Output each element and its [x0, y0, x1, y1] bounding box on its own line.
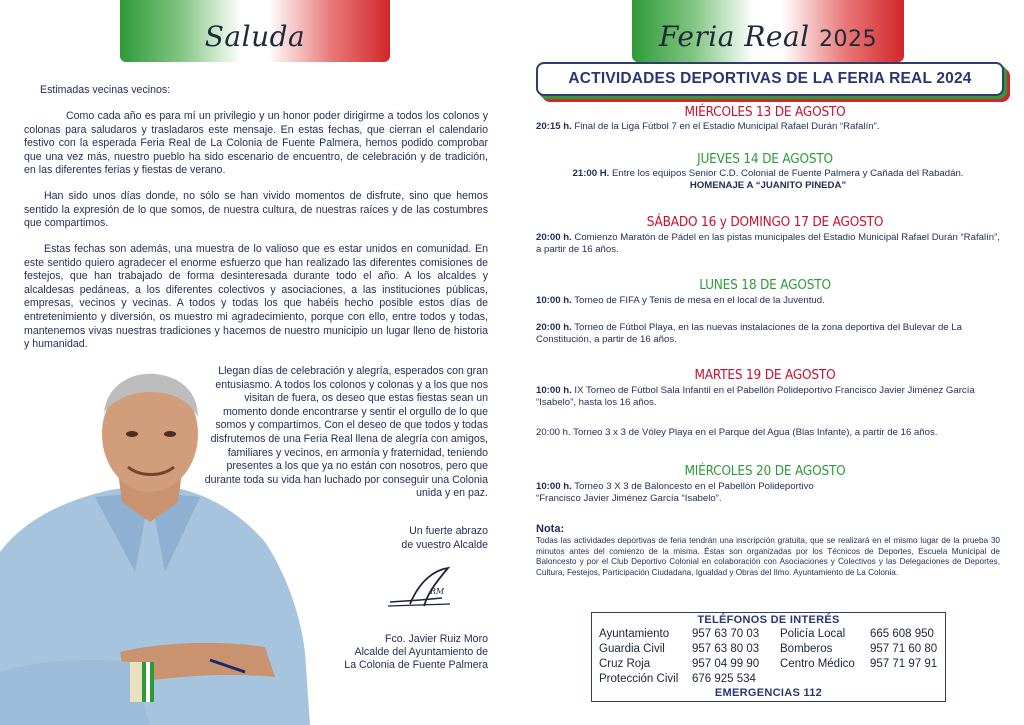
phone-number[interactable]: 957 63 80 03: [692, 643, 760, 655]
day-title-tue-19: MARTES 19 DE AGOSTO: [694, 367, 836, 383]
closing-line-1: Un fuerte abrazo: [409, 525, 488, 537]
event-text: Final de la Liga Fútbol 7 en el Estadio Municipal Rafael Durán “Rafalín”.: [571, 121, 880, 132]
phone-name: Guardia Civil: [599, 643, 665, 655]
event-mon-18-a: [536, 295, 1000, 307]
letter-paragraph-2: [24, 190, 488, 231]
mayor-role-1: Alcalde del Ayuntamiento de: [354, 646, 488, 658]
paragraph-1-text: Como cada año es para mí un privilegio y un honor poder dirigirme a todos los colonos y colonas para saludaros y trasladaros este mensaje. En estas fechas, que cierran el calendario festivo con la esperada Feria Real de La Colonia de Fuente Palmera, hemos podido comprobar que una vez más, nuestro pueblo ha sido escenario de encuentro, de celebración y de tradición, en las diferentes ferias y fiestas de verano.: [24, 110, 488, 177]
event-text: Torneo 3 X 3 de Baloncesto en el Pabellón Polideportivo: [571, 481, 814, 492]
event-tue-19-b: [536, 427, 1000, 439]
phone-name: Ayuntamiento: [599, 628, 670, 640]
note-title: Nota:: [536, 523, 565, 535]
activities-heading: ACTIVIDADES DEPORTIVAS DE LA FERIA REAL 2024: [536, 62, 1004, 96]
greeting-text: Estimadas vecinas vecinos:: [40, 84, 171, 96]
event-text: Torneo de FIFA y Tenis de mesa en el local de la Juventud.: [571, 295, 825, 306]
event-time: 20:00 h.: [536, 232, 572, 243]
paragraph-3-text: Estas fechas son además, una muestra de lo valioso que es estar unidos en comunidad. En este sentido quiero agradecer el enorme esfuerzo que han realizado las diferentes comisiones de festejos, que han trabajado de forma desinteresada durante todo el año. A los alcaldes y alcaldesas pedáneas, a los diferentes colectivos y asociaciones, a las instituciones públicas, empresas, vecinos y vecinas. A todos y todas los que habéis hecho posible estos días de entretenimiento y diversión, os muestro mi agradecimiento, porque con ello, entre todos y todas, mantenemos vivas nuestras tradiciones y hacemos de nuestro municipio un lugar lleno de historia y humanidad.: [24, 243, 488, 351]
right-banner-year: 2025: [819, 27, 878, 52]
mayor-portrait: [0, 372, 320, 725]
event-time: 10:00 h.: [536, 385, 572, 396]
phone-number[interactable]: 957 71 60 80: [870, 643, 938, 655]
letter-closing: [300, 525, 488, 552]
event-time: 20:00 h.: [536, 322, 572, 333]
mayor-signature-block: [300, 633, 488, 672]
phone-number[interactable]: 957 71 97 91: [870, 658, 938, 670]
right-banner: [632, 0, 904, 62]
letter-paragraph-1: [24, 110, 488, 178]
mayor-name: Fco. Javier Ruiz Moro: [384, 633, 488, 645]
event-wed-20: [536, 481, 1000, 506]
event-mon-18-b: [536, 322, 1000, 347]
phone-name: Policía Local: [780, 628, 846, 640]
signature-image: [380, 560, 470, 615]
event-time: 20:15 h.: [536, 121, 572, 132]
event-text: Torneo de Fútbol Playa, en las nuevas instalaciones de la zona deportiva del Bulevar de La Constitución, a partir de 16 años.: [536, 322, 962, 346]
phone-number[interactable]: 957 63 70 03: [692, 628, 760, 640]
left-banner: [120, 0, 390, 62]
signature-initials: RM: [430, 587, 445, 596]
paragraph-2-text: Han sido unos días donde, no sólo se han vivido momentos de disfrute, sino que hemos sentido la expresión de lo que somos, de nuestra cultura, de nuestras raíces y de las costumbres que compartimos.: [24, 190, 488, 230]
phones-box: [591, 612, 946, 702]
event-time: 21:00 H.: [572, 168, 610, 179]
phone-name: Bomberos: [780, 643, 833, 655]
event-text: Entre los equipos Senior C.D. Colonial de Fuente Palmera y Cañada del Rabadán.: [609, 168, 964, 179]
day-title-sat-16: SÁBADO 16 y DOMINGO 17 DE AGOSTO: [646, 214, 884, 230]
phone-name: Cruz Roja: [599, 658, 651, 670]
mayor-role-2: La Colonia de Fuente Palmera: [344, 659, 488, 671]
event-text: IX Torneo de Fútbol Sala Infantil en el Pabellón Polideportivo Francisco Javier Jiménez García “Isabelo”, hasta los 16 años.: [536, 385, 975, 409]
day-title-wed-20: MIÉRCOLES 20 DE AGOSTO: [684, 463, 846, 479]
day-title-mon-18: LUNES 18 DE AGOSTO: [699, 277, 831, 293]
event-tue-19-a: [536, 385, 1000, 410]
event-thu-14: [536, 168, 1000, 193]
left-banner-title: Saluda: [204, 20, 306, 53]
letter-paragraph-3: [24, 243, 488, 352]
event-text: 20:00 h. Torneo 3 x 3 de Vóley Playa en el Parque del Agua (Blas Infante), a partir de 16 años.: [536, 427, 938, 438]
emergency-number[interactable]: EMERGENCIAS 112: [714, 687, 823, 699]
phone-number[interactable]: 665 608 950: [870, 628, 934, 640]
day-title-wed-13: MIÉRCOLES 13 DE AGOSTO: [684, 104, 846, 120]
note-text: Todas las actividades deportivas de feria tendrán una inscripción gratuita, que se realizará en el mismo lugar de la prueba 30 minutos antes del comienzo de la misma. Éstas son organizadas por los Técnicos de Deportes, Escuela Municipal de Baloncesto y por el Club Deportivo Colonial en colaboración con Asociaciones y Colectivos y las Delegaciones de Deportes, Cultura, Festejos, Participación Ciudadana, Igualdad y Obras del Ilmo. Ayuntamiento de La Colonia.: [536, 536, 1000, 577]
phone-number[interactable]: 676 925 534: [692, 673, 756, 685]
event-tribute: HOMENAJE A “JUANITO PINEDA”: [689, 180, 847, 192]
letter-greeting: [40, 84, 490, 98]
phone-name: Centro Médico: [780, 658, 855, 670]
paragraph-4-text: Llegan días de celebración y alegría, esperados con gran entusiasmo. A todos los colonos y colonas y a los que nos visitan de fuera, os deseo que estas fiestas sean un momento donde encontrarse y sentir el orgullo de lo que somos y compartimos. Con el deseo de que todos y todas disfrutemos de una Feria Real llena de alegría con amigos, familiares y vecinos, en armonía y fraternidad, teniendo presentes a los que ya no están con nosotros, pero que durante toda su vida han luchado por conseguir una Colonia unida y en paz.: [204, 365, 488, 500]
event-wed-13: [536, 121, 1000, 133]
closing-line-2: de vuestro Alcalde: [401, 538, 488, 551]
day-title-thu-14: JUEVES 14 DE AGOSTO: [697, 151, 833, 167]
phone-name: Protección Civil: [599, 673, 679, 685]
right-banner-title: [632, 0, 904, 62]
event-sat-16: [536, 232, 1000, 257]
event-time: 10:00 h.: [536, 481, 572, 492]
right-banner-title-text: Feria Real: [658, 20, 810, 53]
phones-title: TELÉFONOS DE INTERÉS: [697, 614, 840, 626]
phone-number[interactable]: 957 04 99 90: [692, 658, 760, 670]
event-venue: “Francisco Javier Jiménez García “Isabelo”.: [536, 493, 722, 505]
event-time: 10:00 h.: [536, 295, 572, 306]
event-text: Comienzo Maratón de Pádel en las pistas municipales del Estadio Municipal Rafael Durán “Rafalín”, a partir de 16 años.: [536, 232, 1000, 256]
